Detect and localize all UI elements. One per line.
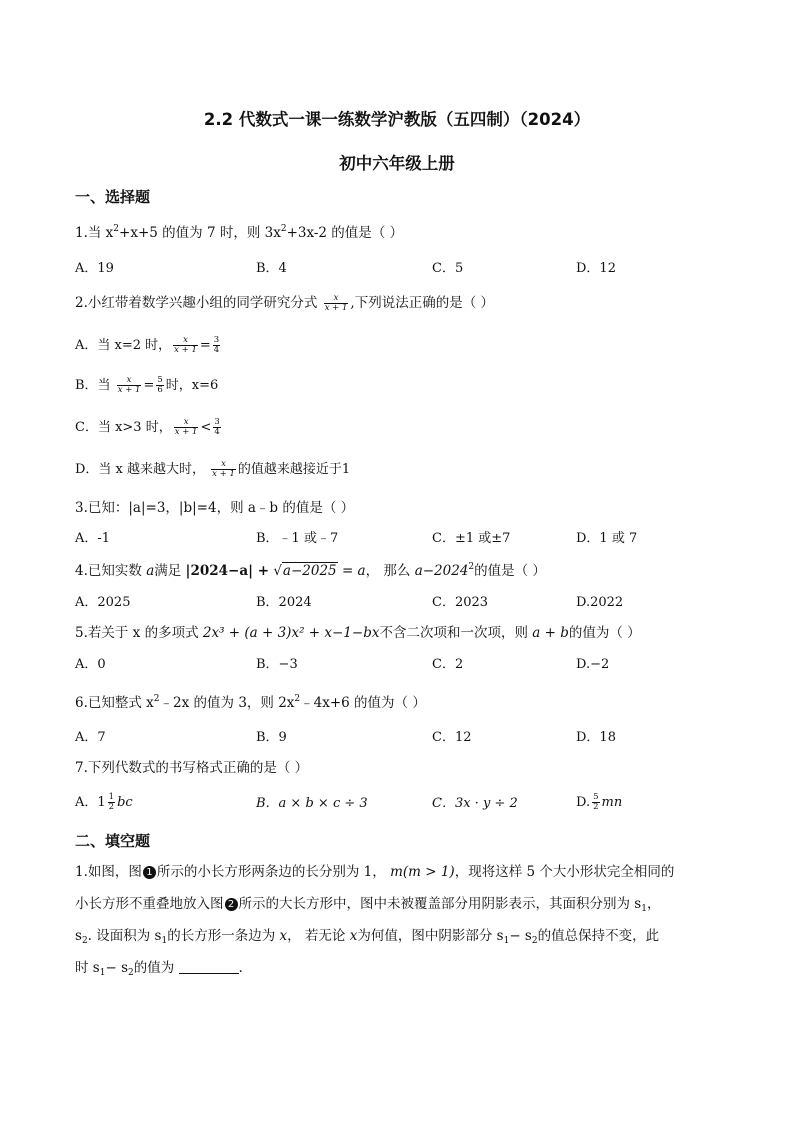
absolute-expression: |2024−a| +: [185, 563, 270, 579]
fill-text: 所示的小长方形两条边的长分别为 1，: [156, 864, 386, 880]
fraction-numerator: 1: [108, 792, 115, 802]
q3-option-d: D．1 或 7: [576, 531, 638, 546]
q4-text: ， 那么: [365, 563, 411, 579]
question-5-stem: [75, 625, 641, 641]
question-7-stem: 7.下列代数式的书写格式正确的是（ ）: [75, 760, 309, 776]
fraction-denominator: x + 1: [174, 426, 198, 437]
option-fraction: [213, 418, 220, 437]
equals-sign: =: [143, 377, 155, 393]
q6-option-d: D．18: [576, 730, 616, 745]
expression: a−2024: [414, 563, 469, 579]
subscript: 1: [161, 936, 168, 946]
fraction-numerator: 3: [214, 417, 220, 427]
polynomial: 2x³ + (a + 3)x² + x−1−bx: [202, 625, 380, 641]
option-fraction: [213, 336, 220, 355]
question-4-stem: [75, 562, 546, 579]
subscript: 2: [81, 936, 88, 946]
fraction-denominator: 4: [213, 344, 220, 355]
fill-text: 时 s: [75, 960, 100, 976]
circled-number-2: 2: [225, 898, 238, 911]
fraction-denominator: x + 1: [117, 384, 141, 395]
q2-option-b: [75, 376, 218, 395]
fraction-denominator: 2: [593, 801, 599, 812]
option-variables: mn: [601, 794, 623, 810]
q1-option-a: A．19: [75, 261, 114, 276]
q3-option-b: B．﹣1 或﹣7: [256, 531, 339, 546]
q1-option-d: D．12: [576, 261, 616, 276]
q4-text: 满足: [154, 563, 182, 579]
option-variables: bc: [117, 794, 133, 810]
option-fraction: [174, 418, 199, 437]
fraction-denominator: 4: [214, 426, 220, 437]
variable-a: a: [146, 563, 155, 579]
fill-text: 1.如图，图: [75, 864, 142, 880]
fraction-numerator: x: [333, 293, 339, 303]
option-text: 时，x=6: [165, 377, 219, 393]
fraction-denominator: x + 1: [324, 302, 348, 313]
document-title: 2.2 代数式一课一练数学沪教版（五四制）（2024）: [203, 110, 591, 129]
q3-option-a: A．-1: [75, 531, 111, 546]
q3-option-c: C．±1 或±7: [432, 531, 511, 546]
fill-text: − s: [509, 928, 532, 944]
fill-text: 的长方形一条边为: [167, 928, 276, 944]
option-text: D．当 x 越来越大时，: [75, 461, 206, 477]
question-3-stem: 3.已知：|a|=3，|b|=4，则 a﹣b 的值是（ ）: [75, 500, 355, 516]
q7-option-a: [75, 793, 133, 812]
q2-option-d: [75, 460, 350, 479]
less-than-sign: <: [200, 419, 212, 435]
q6-text: ﹣2x 的值为 3，则 2x: [159, 695, 295, 711]
fill-q1-line-2: [75, 896, 723, 915]
exponent: 2: [153, 694, 160, 704]
q4-text: 4.已知实数: [75, 563, 142, 579]
q4-option-b: B．2024: [256, 595, 312, 610]
question-2-stem: [75, 294, 494, 313]
fill-text: s: [75, 928, 82, 944]
q7-option-d: [576, 793, 622, 812]
circled-number-1: 1: [143, 866, 156, 879]
fraction-numerator: 3: [213, 335, 220, 345]
q7-option-b: B．a × b × c ÷ 3: [256, 796, 368, 811]
q6-option-b: B．9: [256, 730, 287, 745]
subscript: 2: [128, 968, 134, 978]
q1-text: +x+5 的值为 7 时，则 3x: [119, 225, 281, 241]
equals-a: = a: [341, 563, 366, 579]
subscript: 1: [503, 936, 510, 946]
q5-text: 5.若关于 x 的多项式: [75, 625, 199, 641]
q1-option-c: C．5: [432, 261, 464, 276]
q5-text: 的值为（ ）: [568, 625, 641, 641]
fill-text: 为何值，图中阴影部分 s: [357, 928, 504, 944]
fraction-denominator: x + 1: [174, 344, 197, 355]
fill-text: 小长方形不重叠地放入图: [75, 896, 224, 912]
exponent: 2: [294, 694, 301, 704]
fraction-denominator: 6: [157, 384, 163, 395]
option-text: D.: [576, 794, 591, 810]
q2-text: ,下列说法正确的是（ ）: [350, 294, 495, 311]
fill-text: 的值总保持不变，此: [537, 928, 660, 944]
square-root: √a−2025: [273, 563, 337, 579]
option-text: B．当: [75, 377, 111, 393]
radicand: a−2025: [282, 563, 337, 579]
subscript: 2: [531, 936, 538, 946]
option-fraction: [108, 793, 115, 812]
q2-fraction: [324, 294, 349, 313]
q6-option-c: C．12: [432, 730, 472, 745]
q2-option-c: [75, 418, 223, 437]
q1-text: 1.当 x: [75, 225, 114, 241]
fraction-numerator: x: [183, 417, 189, 427]
fill-q1-line-4: [75, 960, 723, 979]
fill-text: .: [238, 960, 243, 976]
fraction-numerator: x: [183, 335, 188, 345]
subscript: 1: [641, 904, 647, 914]
fraction-numerator: 5: [157, 375, 163, 385]
q7-option-c: C．3x · y ÷ 2: [432, 796, 518, 811]
option-fraction: [156, 376, 163, 395]
q4-option-a: A．2025: [75, 595, 131, 610]
option-text: A．1: [75, 794, 106, 810]
fill-text: ，: [646, 896, 661, 912]
fraction-numerator: 5: [593, 792, 599, 802]
option-fraction: [173, 336, 198, 355]
q5-text: 不含二次项和一次项，则: [379, 625, 528, 641]
fill-text: 所示的大长方形中，图中未被覆盖部分用阴影表示，其面积分别为 s: [238, 896, 642, 912]
q5-option-c: C．2: [432, 657, 464, 672]
q1-option-b: B．4: [256, 261, 287, 276]
q5-option-b: B．−3: [256, 657, 298, 672]
fill-text: . 设面积为 s: [87, 928, 162, 944]
option-text: C．当 x>3 时，: [75, 419, 172, 435]
option-fraction: [592, 793, 599, 812]
fraction-numerator: x: [221, 459, 226, 469]
exponent: 2: [468, 562, 475, 572]
sum-expression: a + b: [532, 625, 569, 641]
option-fraction: [211, 460, 236, 479]
variable-x: x: [349, 928, 358, 944]
option-text: A．当 x=2 时，: [75, 337, 172, 353]
variable-x: x: [279, 928, 288, 944]
q6-text: ﹣4x+6 的值为（ ）: [300, 695, 426, 711]
section-fill-heading: 二、填空题: [75, 832, 151, 850]
fill-text: − s: [105, 960, 128, 976]
q6-text: 6.已知整式 x: [75, 695, 154, 711]
option-fraction: [117, 376, 142, 395]
q5-option-a: A．0: [75, 657, 106, 672]
document-subtitle: 初中六年级上册: [339, 154, 455, 173]
fill-text: 的值为: [133, 960, 175, 976]
section-choice-heading: 一、选择题: [75, 188, 151, 206]
equals-sign: =: [199, 337, 211, 353]
fill-q1-line-3: [75, 928, 723, 947]
q1-exponent: 2: [113, 224, 120, 234]
q4-text: 的值是（ ）: [474, 563, 546, 579]
fraction-numerator: x: [126, 375, 132, 385]
option-text: 的值越来越接近于1: [237, 461, 351, 477]
q1-exponent: 2: [280, 224, 287, 234]
m-expression: m(m > 1): [390, 864, 455, 880]
fill-text: ，现将这样 5 个大小形状完全相同的: [454, 864, 675, 880]
fill-q1-line-1: [75, 864, 723, 880]
fraction-denominator: 2: [108, 801, 115, 812]
q6-option-a: A．7: [75, 730, 106, 745]
question-6-stem: [75, 694, 426, 711]
q5-option-d: D.−2: [576, 657, 610, 672]
subscript: 1: [99, 968, 106, 978]
q4-option-d: D.2022: [576, 595, 624, 610]
q1-text: +3x-2 的值是（ ）: [286, 225, 404, 241]
q2-text: 2.小红带着数学兴趣小组的同学研究分式: [75, 294, 318, 311]
question-1-stem: [75, 224, 403, 241]
fraction-denominator: x + 1: [212, 468, 235, 479]
fill-text: ， 若无论: [287, 928, 346, 944]
q2-option-a: [75, 336, 222, 355]
q4-option-c: C．2023: [432, 595, 489, 610]
answer-blank[interactable]: [179, 961, 239, 974]
